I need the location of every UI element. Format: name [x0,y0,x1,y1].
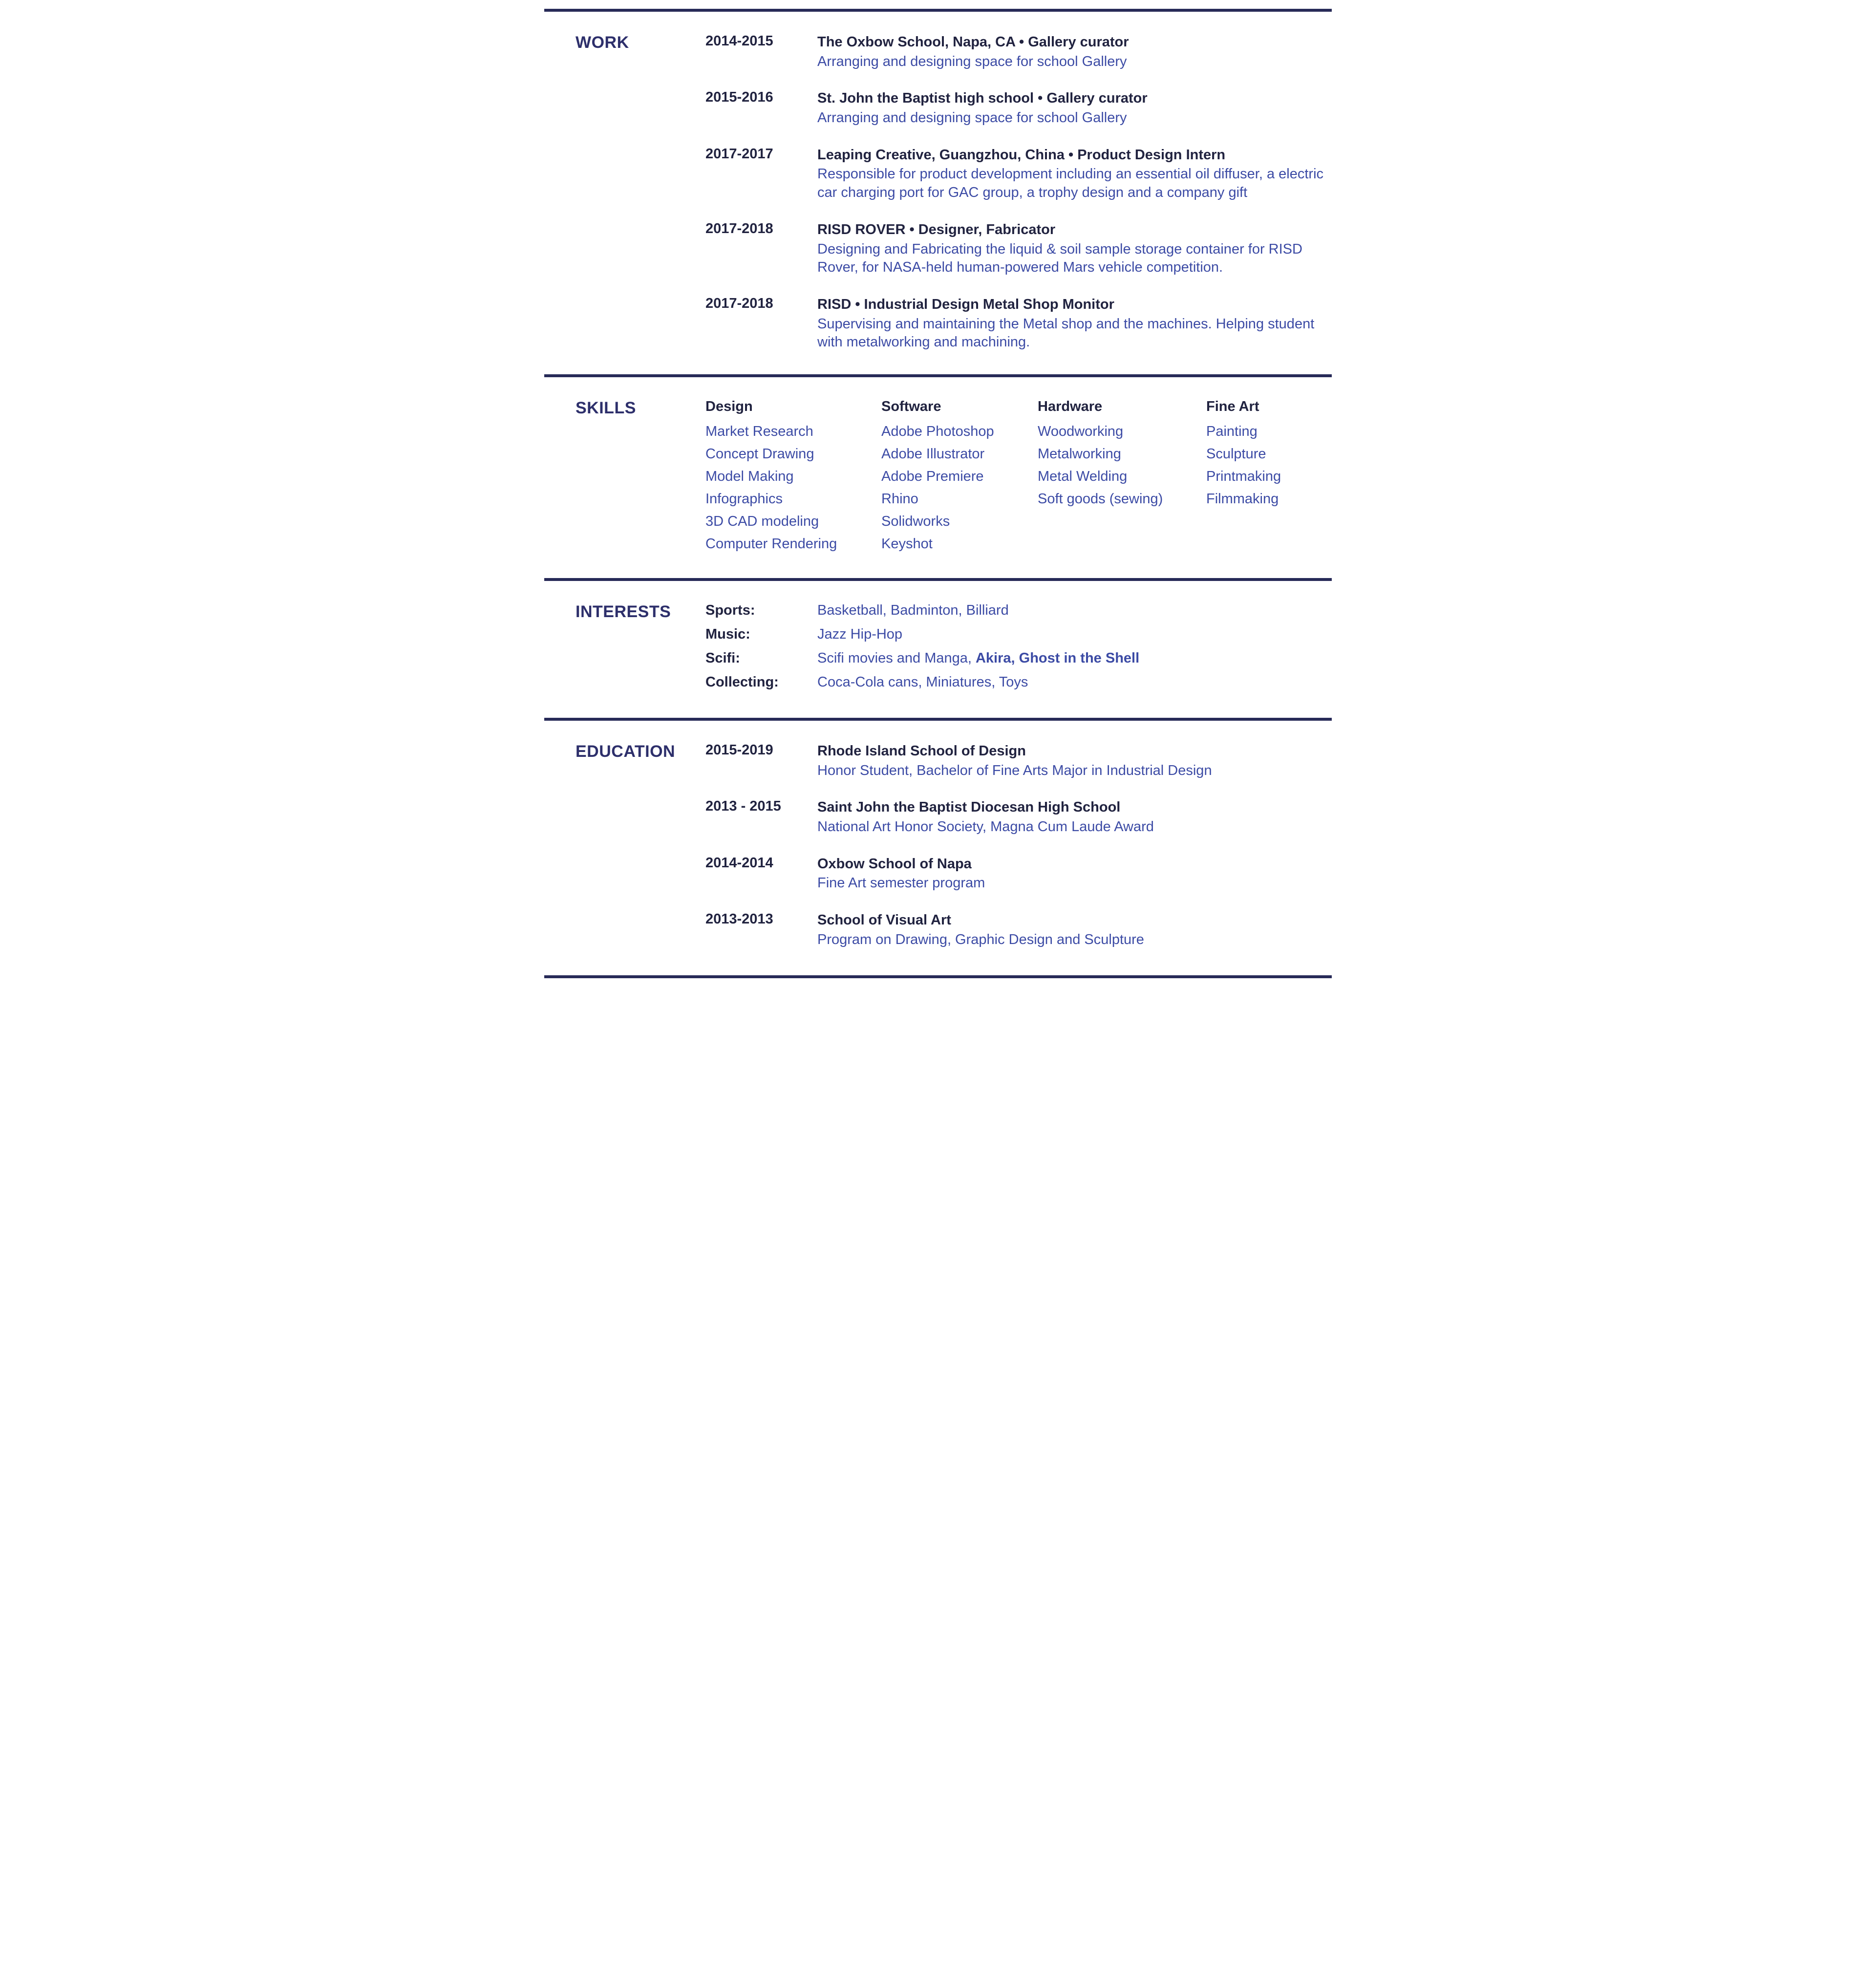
education-entry [705,911,1332,949]
entry-title: RISD ROVER • Designer, Fabricator [817,221,1056,237]
entry-description: Designing and Fabricating the liquid & soil sample storage container for RISD Rover, for NASA-held human-powered Mars vehicle competition. [817,241,1302,276]
entry-title: St. John the Baptist high school • Gallery curator [817,90,1148,107]
skill-item: Metalworking [1038,446,1121,462]
interest-value-text: Jazz Hip-Hop [817,626,903,642]
skill-item: Soft goods (sewing) [1038,491,1163,507]
bottom-divider [544,975,1332,978]
skill-item: Infographics [705,491,783,507]
skill-item: Rhino [881,491,918,507]
work-entry [705,33,1332,71]
resume-container [544,9,1332,978]
entry-dates: 2017-2017 [705,146,773,162]
interest-row [705,626,1332,643]
entry-title: Saint John the Baptist Diocesan High School [817,799,1121,816]
skills-column-fine-art [1206,399,1332,558]
skills-column-header: Software [881,398,941,414]
skills-column-header: Hardware [1038,398,1103,414]
entry-title: Leaping Creative, Guangzhou, China • Product Design Intern [817,147,1226,163]
section-education [544,721,1332,972]
skill-item: Adobe Premiere [881,468,984,484]
skill-item: Adobe Illustrator [881,446,985,462]
entry-body [817,146,1332,202]
skill-item: Metal Welding [1038,468,1128,484]
entry-dates: 2013-2013 [705,911,773,927]
interests-rows [705,602,1332,698]
entry-description: Responsible for product development including an essential oil diffuser, a electric car charging port for GAC group, a trophy design and a company gift [817,166,1324,201]
interest-category: Scifi: [705,650,740,666]
entry-title: RISD • Industrial Design Metal Shop Monitor [817,296,1114,312]
entry-body [817,742,1332,780]
interest-value [817,626,1332,643]
interest-category: Sports: [705,602,755,618]
work-entry [705,146,1332,202]
entry-dates: 2017-2018 [705,220,773,236]
entry-dates: 2015-2019 [705,742,773,758]
entry-description: Arranging and designing space for school Gallery [817,53,1127,69]
entry-dates: 2014-2014 [705,855,773,871]
skill-item: Painting [1206,423,1258,439]
entry-description: Arranging and designing space for school Gallery [817,110,1127,126]
interest-value-bold-text: Akira, Ghost in the Shell [975,650,1140,666]
interest-value-text: Basketball, Badminton, Billiard [817,602,1009,618]
entry-description: Honor Student, Bachelor of Fine Arts Major in Industrial Design [817,762,1212,778]
entry-body [817,89,1332,127]
entry-dates: 2017-2018 [705,295,773,311]
interest-category: Music: [705,626,750,642]
entry-description: Program on Drawing, Graphic Design and Sculpture [817,931,1144,947]
interests-section-title: INTERESTS [576,602,671,621]
entry-dates: 2014-2015 [705,33,773,49]
work-section-title: WORK [576,33,629,52]
skill-item: Market Research [705,423,813,439]
interest-value [817,602,1332,619]
interest-value [817,650,1332,666]
skill-item: Filmmaking [1206,491,1279,507]
interest-value-text: Scifi movies and Manga, [817,650,976,666]
resume-page [469,0,1407,988]
entry-body [817,296,1332,352]
skill-item: Concept Drawing [705,446,814,462]
entry-body [817,221,1332,277]
skills-column-design [705,399,881,558]
skills-grid [705,399,1332,558]
education-entry [705,742,1332,780]
skill-item: Sculpture [1206,446,1266,462]
interest-row [705,602,1332,619]
section-interests [544,581,1332,718]
skill-item: Model Making [705,468,794,484]
entry-description: Fine Art semester program [817,875,985,891]
section-work [544,12,1332,374]
interest-category: Collecting: [705,674,779,690]
entry-body [817,33,1332,71]
work-entry [705,221,1332,277]
skill-item: Solidworks [881,513,950,529]
skill-item: Keyshot [881,536,933,552]
entry-title: Rhode Island School of Design [817,743,1026,759]
skills-column-software [881,399,1038,558]
entry-dates: 2015-2016 [705,89,773,106]
entry-title: Oxbow School of Napa [817,856,972,872]
skill-item: Adobe Photoshop [881,423,994,439]
entry-description: National Art Honor Society, Magna Cum Laude Award [817,819,1154,835]
skills-column-hardware [1038,399,1206,558]
education-section-title: EDUCATION [576,742,676,761]
interest-row [705,650,1332,666]
entry-body [817,911,1332,949]
education-entry [705,855,1332,893]
work-entries [705,33,1332,355]
section-skills [544,377,1332,578]
skills-column-header: Fine Art [1206,398,1259,414]
skills-column-header: Design [705,398,753,414]
entry-body [817,855,1332,893]
work-entry [705,89,1332,127]
entry-title: School of Visual Art [817,912,951,928]
education-entries [705,742,1332,952]
interest-row [705,674,1332,690]
work-entry [705,296,1332,352]
skill-item: Computer Rendering [705,536,837,552]
skill-item: 3D CAD modeling [705,513,819,529]
entry-title: The Oxbow School, Napa, CA • Gallery curator [817,34,1129,50]
skills-section-title: SKILLS [576,398,636,417]
education-entry [705,798,1332,836]
entry-description: Supervising and maintaining the Metal shop and the machines. Helping student with metalworking and machining. [817,316,1315,350]
entry-body [817,798,1332,836]
interest-value-text: Coca-Cola cans, Miniatures, Toys [817,674,1028,690]
skill-item: Woodworking [1038,423,1124,439]
interest-value [817,674,1332,690]
skill-item: Printmaking [1206,468,1281,484]
entry-dates: 2013 - 2015 [705,798,781,815]
